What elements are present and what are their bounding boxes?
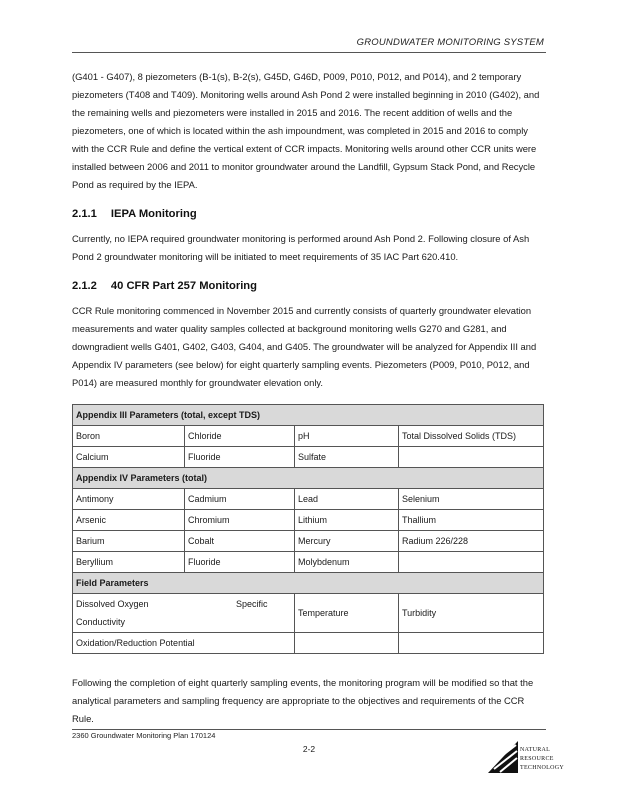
table-cell: Selenium [399,489,544,510]
section-heading-cfr [72,278,544,294]
table-group-header [73,405,544,426]
field-header: Field Parameters [73,573,544,594]
section-title: 40 CFR Part 257 Monitoring [110,280,257,292]
table-group-header [73,468,544,489]
page-number: 2-2 [302,744,316,754]
table-cell: Arsenic [73,510,185,531]
table-row [73,531,544,552]
table-cell: Beryllium [73,552,185,573]
table-cell: Cobalt [185,531,295,552]
table-cell: Total Dissolved Solids (TDS) [399,426,544,447]
table-group-header [73,573,544,594]
table-cell [399,552,544,573]
logo-wordmark [520,746,564,773]
appendix3-header: Appendix III Parameters (total, except TDS) [73,405,544,426]
table-cell: Chloride [185,426,295,447]
logo-mark-icon [486,735,520,775]
table-cell: Radium 226/228 [399,531,544,552]
table-row [73,510,544,531]
table-cell: Sulfate [295,447,399,468]
logo-line: TECHNOLOGY [520,765,564,771]
field-param: Specific Conductivity [76,599,268,627]
table-cell: Temperature [295,594,399,633]
table-cell: Fluoride [185,552,295,573]
table-cell: Barium [73,531,185,552]
table-row [73,633,544,654]
table-cell: Lead [295,489,399,510]
table-cell: Fluoride [185,447,295,468]
company-logo [486,735,576,777]
table-cell: Cadmium [185,489,295,510]
table-cell [399,633,544,654]
header-divider [72,52,546,53]
table-row [73,594,544,633]
table-row [73,552,544,573]
table-cell: Chromium [185,510,295,531]
iepa-paragraph: Currently, no IEPA required groundwater monitoring is performed around Ash Pond 2. Following closure of Ash Pond 2 groundwater monitoring will be initiated to meet requirements of 35 IAC Part 620.410. [72,233,530,262]
table-cell: Mercury [295,531,399,552]
running-header: GROUNDWATER MONITORING SYSTEM [356,37,544,48]
section-number: 2.1.2 [72,280,97,292]
appendix4-header: Appendix IV Parameters (total) [73,468,544,489]
table-row [73,447,544,468]
parameters-table [72,404,544,654]
footer-document-id: 2360 Groundwater Monitoring Plan 170124 [72,731,216,740]
section-title: IEPA Monitoring [110,208,197,220]
table-cell: Boron [73,426,185,447]
table-cell [295,633,399,654]
table-cell: Antimony [73,489,185,510]
closing-paragraph: Following the completion of eight quarterly sampling events, the monitoring program will be modified so that the analytical parameters and sampling frequency are appropriate to the objectives and requirements of the CCR Rule. [72,677,534,724]
logo-line: NATURAL [520,747,551,753]
field-param: Dissolved Oxygen [76,599,149,609]
table-cell: Oxidation/Reduction Potential [73,633,295,654]
logo-line: RESOURCE [520,756,554,762]
table-cell [73,594,295,633]
intro-paragraph: (G401 - G407), 8 piezometers (B-1(s), B-2(s), G45D, G46D, P009, P010, P012, and P014), and 2 temporary piezometers (T408 and T409). Monitoring wells around Ash Pond 2 were installed beginning in 2010 (G402), and the remaining wells and piezometers were installed in 2015 and 2016. The recent addition of wells and the piezometers, one of which is located within the ash impoundment, was completed in 2015 and 2016 to comply with the CCR Rule and define the vertical extent of CCR impacts. Monitoring wells around other CCR units were installed between 2006 and 2011 to monitor groundwater around the Landfill, Gypsum Stack Pond, and Recycle Pond as required by the IEPA. [72,71,540,190]
section-number: 2.1.1 [72,208,97,220]
table-cell: Turbidity [399,594,544,633]
footer-divider [72,729,546,730]
cfr-paragraph: CCR Rule monitoring commenced in November 2015 and currently consists of quarterly groundwater elevation measurements and water quality samples collected at background monitoring wells G270 and G281, and downgradient wells G401, G402, G403, G404, and G405. The groundwater will be analyzed for Appendix III and Appendix IV parameters (see below) for eight quarterly sampling events. Piezometers (P009, P010, P012, and P014) are measured monthly for groundwater elevation only. [72,305,537,388]
table-cell: pH [295,426,399,447]
table-cell [399,447,544,468]
table-cell: Lithium [295,510,399,531]
table-row [73,426,544,447]
table-cell: Thallium [399,510,544,531]
table-cell: Calcium [73,447,185,468]
table-cell: Molybdenum [295,552,399,573]
section-heading-iepa [72,206,544,222]
document-body [72,68,544,740]
table-row [73,489,544,510]
